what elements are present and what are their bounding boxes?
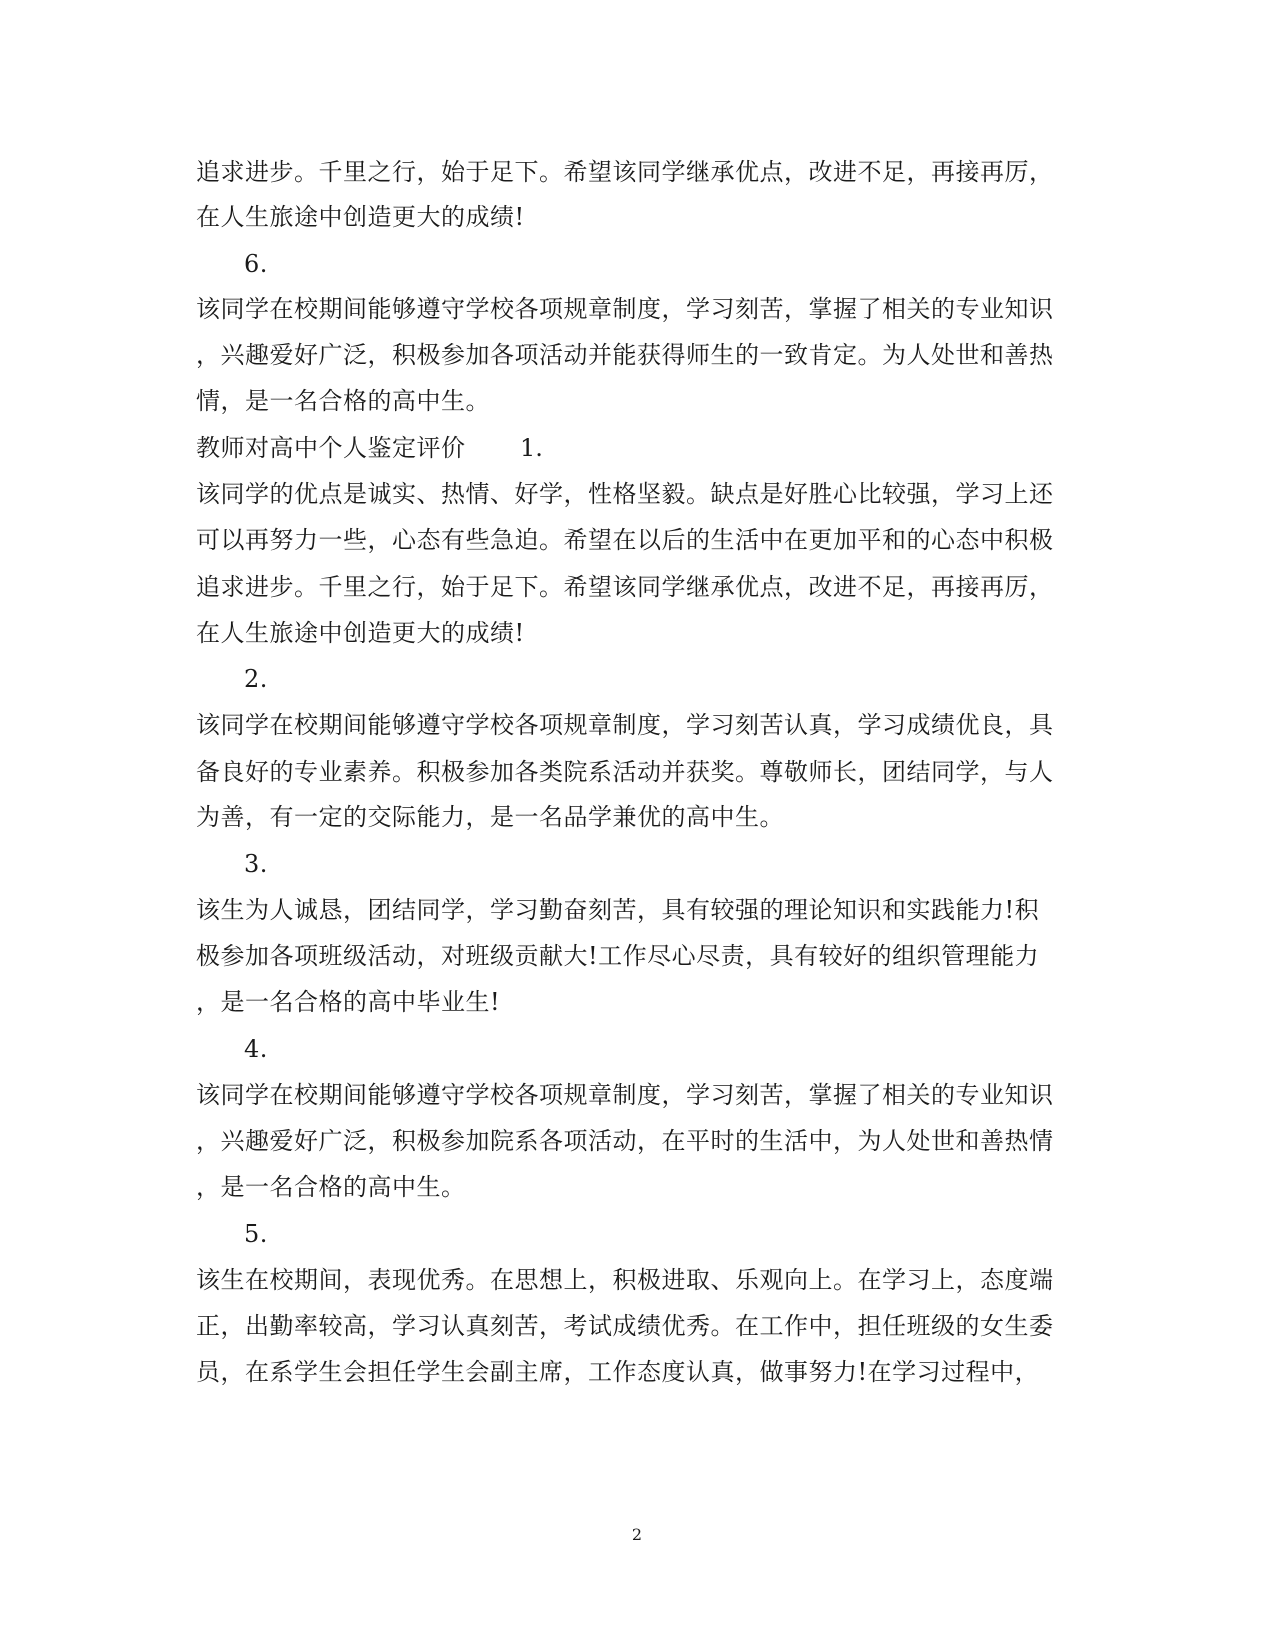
text-line: ，是一名合格的高中毕业生! (196, 988, 501, 1016)
text-line: 该生在校期间，表现优秀。在思想上，积极进取、乐观向上。在学习上，态度端 (196, 1266, 1054, 1294)
section-heading: 教师对高中个人鉴定评价 (196, 434, 466, 462)
text-line: 该同学在校期间能够遵守学校各项规章制度，学习刻苦，掌握了相关的专业知识 (196, 295, 1054, 323)
text-line: 追求进步。千里之行，始于足下。希望该同学继承优点，改进不足，再接再厉， (196, 573, 1054, 601)
page-number: 2 (631, 1525, 643, 1544)
item-number: 4. (244, 1035, 268, 1063)
text-line: 情，是一名合格的高中生。 (196, 387, 490, 415)
text-line: 该同学的优点是诚实、热情、好学，性格坚毅。缺点是好胜心比较强，学习上还 (196, 480, 1054, 508)
text-line: 在人生旅途中创造更大的成绩! (196, 203, 525, 231)
text-line: 该同学在校期间能够遵守学校各项规章制度，学习刻苦，掌握了相关的专业知识 (196, 1081, 1054, 1109)
text-line: ，是一名合格的高中生。 (196, 1173, 466, 1201)
text-line: 追求进步。千里之行，始于足下。希望该同学继承优点，改进不足，再接再厉， (196, 158, 1054, 186)
item-number: 3. (244, 850, 268, 878)
text-line: 该生为人诚恳，团结同学，学习勤奋刻苦，具有较强的理论知识和实践能力!积 (196, 896, 1040, 924)
text-line: 可以再努力一些，心态有些急迫。希望在以后的生活中在更加平和的心态中积极 (196, 526, 1054, 554)
text-line: 备良好的专业素养。积极参加各类院系活动并获奖。尊敬师长，团结同学，与人 (196, 758, 1054, 786)
text-line: 为善，有一定的交际能力，是一名品学兼优的高中生。 (196, 803, 784, 831)
item-number: 5. (244, 1220, 268, 1248)
item-number: 2. (244, 665, 268, 693)
text-line: 该同学在校期间能够遵守学校各项规章制度，学习刻苦认真，学习成绩优良，具 (196, 711, 1054, 739)
item-number: 1. (520, 434, 543, 462)
text-line: 正，出勤率较高，学习认真刻苦，考试成绩优秀。在工作中，担任班级的女生委 (196, 1312, 1054, 1340)
text-line: ，兴趣爱好广泛，积极参加各项活动并能获得师生的一致肯定。为人处世和善热 (196, 341, 1054, 369)
item-number: 6. (244, 250, 268, 278)
text-line: 在人生旅途中创造更大的成绩! (196, 619, 525, 647)
text-line: ，兴趣爱好广泛，积极参加院系各项活动，在平时的生活中，为人处世和善热情 (196, 1127, 1054, 1155)
text-line: 极参加各项班级活动，对班级贡献大!工作尽心尽责，具有较好的组织管理能力 (196, 942, 1040, 970)
text-line: 员，在系学生会担任学生会副主席，工作态度认真，做事努力!在学习过程中， (196, 1358, 1040, 1386)
